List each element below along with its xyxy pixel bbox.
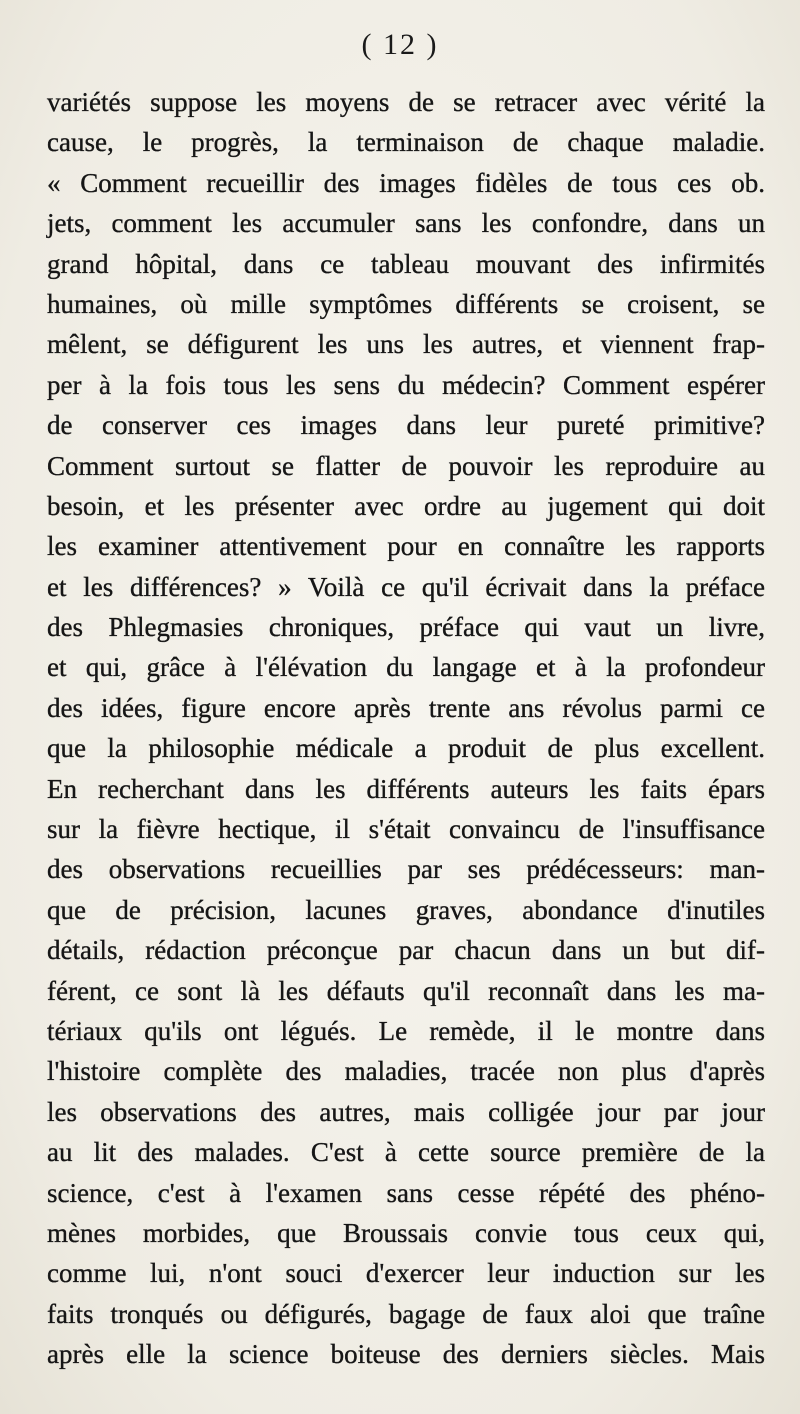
text-line: jets, comment les accumuler sans les confondre, dans un <box>47 208 765 239</box>
text-line: les examiner attentivement pour en connaître les rapports <box>47 531 765 562</box>
text-line: « Comment recueillir des images fidèles de tous ces ob. <box>47 167 765 198</box>
text-line: des Phlegmasies chroniques, préface qui vaut un livre, <box>47 612 765 643</box>
text-line: que la philosophie médicale a produit de plus excellent. <box>47 733 765 764</box>
text-line: faits tronqués ou défigurés, bagage de faux aloi que traîne <box>47 1298 765 1329</box>
text-line: les observations des autres, mais colligée jour par jour <box>47 1096 765 1127</box>
text-line: après elle la science boiteuse des derniers siècles. Mais <box>47 1339 765 1370</box>
text-line: des idées, figure encore après trente ans révolus parmi ce <box>47 692 765 723</box>
text-line: de conserver ces images dans leur pureté primitive? <box>47 410 765 441</box>
text-line: mènes morbides, que Broussais convie tous ceux qui, <box>47 1217 765 1248</box>
text-line: cause, le progrès, la terminaison de chaque maladie. <box>47 127 765 158</box>
text-line: Comment surtout se flatter de pouvoir les reproduire au <box>47 450 765 481</box>
text-line: mêlent, se défigurent les uns les autres, et viennent frap- <box>47 329 765 360</box>
text-line: que de précision, lacunes graves, abondance d'inutiles <box>47 894 765 925</box>
text-line: science, c'est à l'examen sans cesse répété des phéno- <box>47 1177 765 1208</box>
text-line: variétés suppose les moyens de se retracer avec vérité la <box>47 87 765 117</box>
text-line: et qui, grâce à l'élévation du langage et à la profondeur <box>47 652 765 683</box>
page-number: ( 12 ) <box>361 28 439 61</box>
text-line: comme lui, n'ont souci d'exercer leur induction sur les <box>47 1258 765 1289</box>
text-line: tériaux qu'ils ont légués. Le remède, il le montre dans <box>47 1015 765 1046</box>
text-line: sur la fièvre hectique, il s'était convaincu de l'insuffisance <box>47 814 765 845</box>
text-line: l'histoire complète des maladies, tracée non plus d'après <box>47 1056 765 1087</box>
body-text <box>47 82 765 1375</box>
text-line: des observations recueillies par ses prédécesseurs: man- <box>47 854 765 885</box>
text-line: per à la fois tous les sens du médecin? Comment espérer <box>47 369 765 400</box>
text-line: et les différences? » Voilà ce qu'il écrivait dans la préface <box>47 571 765 602</box>
text-line: détails, rédaction préconçue par chacun dans un but dif- <box>47 935 765 966</box>
text-line: férent, ce sont là les défauts qu'il reconnaît dans les ma- <box>47 975 765 1006</box>
text-line: humaines, où mille symptômes différents se croisent, se <box>47 288 765 319</box>
text-line: grand hôpital, dans ce tableau mouvant des infirmités <box>47 248 765 279</box>
text-line: au lit des malades. C'est à cette source première de la <box>47 1137 765 1168</box>
text-line: En recherchant dans les différents auteurs les faits épars <box>47 773 765 804</box>
text-line: besoin, et les présenter avec ordre au jugement qui doit <box>47 490 765 521</box>
